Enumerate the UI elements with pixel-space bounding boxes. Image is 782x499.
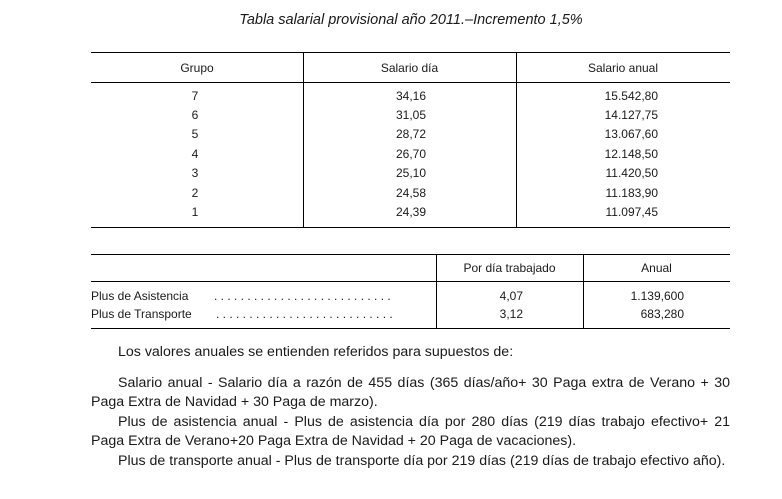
salario-anual-cell: 12.148,50: [604, 147, 658, 161]
table-title: Tabla salarial provisional año 2011.–Incremento 1,5%: [239, 12, 583, 28]
intro-paragraph: Los valores anuales se entienden referidos para supuestos de:: [118, 344, 514, 360]
dot-leader: . . . . . . . . . . . . . . . . . . . . . . . . . . .: [214, 289, 391, 303]
grupo-cell: 1: [191, 205, 199, 219]
salario-anual-cell: 15.542,80: [604, 89, 658, 103]
col-header-por-dia: Por día trabajado: [463, 261, 556, 275]
salario-anual-cell: 13.067,60: [604, 127, 658, 141]
dot-leader: . . . . . . . . . . . . . . . . . . . . . . . . . . .: [216, 307, 393, 321]
plus-label: Plus de Asistencia: [91, 289, 189, 303]
col-header-grupo: Grupo: [180, 61, 214, 75]
salario-dia-cell: 31,05: [395, 108, 426, 122]
table1-divider-2: [516, 52, 517, 227]
grupo-cell: 5: [191, 127, 199, 141]
salario-dia-cell: 34,16: [395, 89, 426, 103]
grupo-cell: 7: [191, 89, 199, 103]
per-day-cell: 3,12: [499, 307, 523, 321]
plus-transporte-paragraph: Plus de transporte anual - Plus de transporte día por 219 días (219 días de trabajo efectivo año).: [118, 453, 726, 469]
salario-dia-cell: 26,70: [395, 147, 426, 161]
grupo-cell: 6: [191, 108, 199, 122]
salario-dia-cell: 28,72: [395, 127, 426, 141]
table2-bottom-rule: [91, 328, 730, 329]
grupo-cell: 4: [191, 147, 199, 161]
table2-header-rule: [91, 281, 730, 282]
col-header-salario-dia: Salario día: [380, 61, 439, 75]
salario-dia-cell: 25,10: [395, 166, 426, 180]
table1-top-rule: [91, 52, 730, 53]
salario-anual-cell: 11.420,50: [605, 166, 658, 180]
col-header-salario-anual: Salario anual: [587, 61, 659, 75]
annual-cell: 1.139,600: [630, 289, 684, 303]
col-header-anual: Anual: [641, 261, 672, 275]
salario-anual-cell: 11.097,45: [605, 205, 658, 219]
salario-dia-cell: 24,58: [395, 186, 426, 200]
table1-bottom-rule: [91, 227, 730, 228]
per-day-cell: 4,07: [499, 289, 523, 303]
annual-cell: 683,280: [640, 307, 684, 321]
salario-anual-cell: 14.127,75: [604, 108, 658, 122]
salario-anual-cell: 11.183,90: [605, 186, 658, 200]
plus-asistencia-paragraph: Plus de asistencia anual - Plus de asistencia día por 280 días (219 días trabajo efectivo+ 21 Paga Extra de Verano+20 Paga Extra de Navidad + 20 Paga de vacaciones).: [91, 414, 730, 449]
salario-dia-cell: 24,39: [395, 205, 426, 219]
grupo-cell: 3: [191, 166, 199, 180]
table1-header-rule: [91, 82, 730, 83]
table2-top-rule: [91, 254, 730, 255]
salario-anual-paragraph: Salario anual - Salario día a razón de 455 días (365 días/año+ 30 Paga extra de Verano + 30 Paga Extra de Navidad + 30 Paga de marzo).: [91, 375, 730, 410]
grupo-cell: 2: [191, 186, 199, 200]
table1-divider-1: [303, 52, 304, 227]
plus-label: Plus de Transporte: [91, 307, 192, 321]
